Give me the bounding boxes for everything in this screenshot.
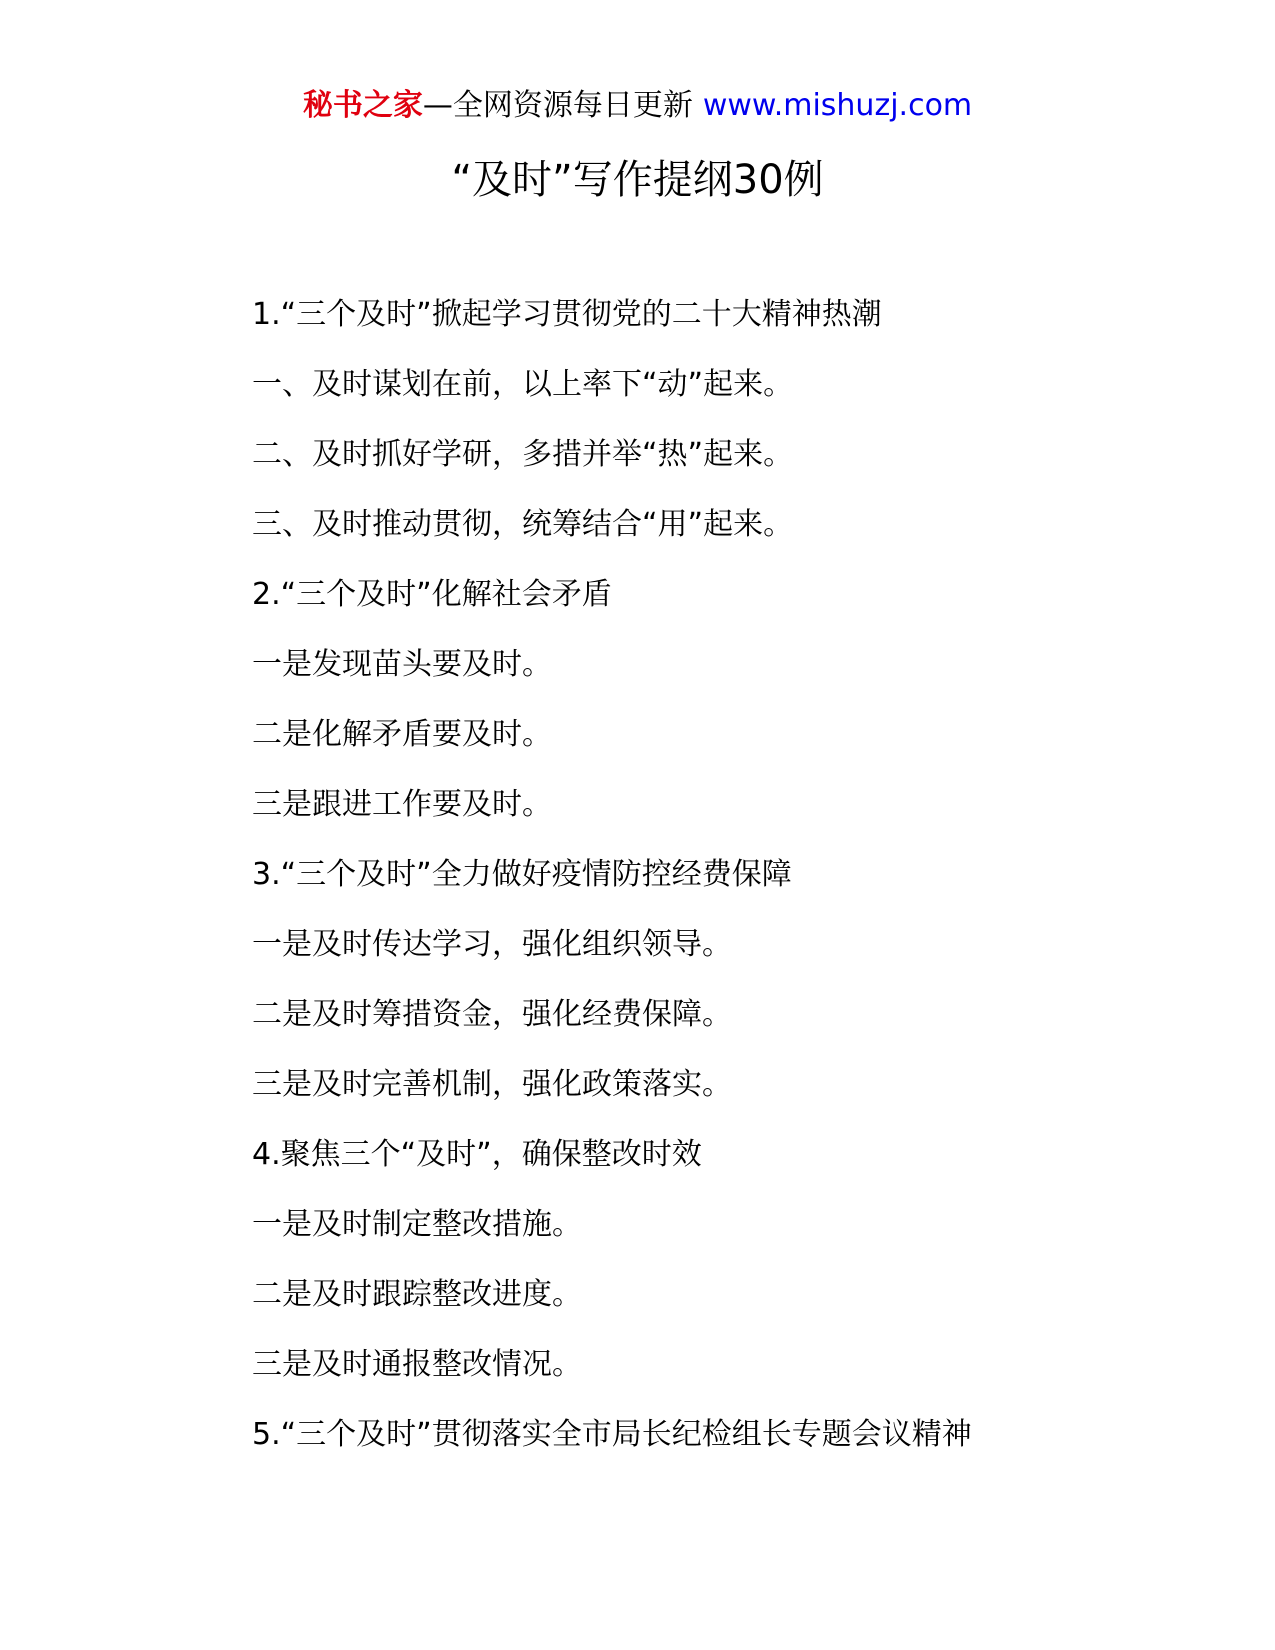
document-title: “及时”写作提纲30例 <box>451 157 824 203</box>
outline-item: 三是及时通报整改情况。 <box>252 1347 582 1382</box>
outline-item: 三是跟进工作要及时。 <box>252 787 552 822</box>
outline-item: 二是及时筹措资金，强化经费保障。 <box>252 997 732 1032</box>
brand-name: 秘书之家 <box>302 88 423 123</box>
outline-item: 三是及时完善机制，强化政策落实。 <box>252 1067 732 1102</box>
heading-4: 4.聚焦三个“及时”，确保整改时效 <box>252 1137 702 1172</box>
outline-content <box>252 293 1252 1483</box>
outline-item: 三、及时推动贯彻，统筹结合“用”起来。 <box>252 507 794 542</box>
outline-item: 二是及时跟踪整改进度。 <box>252 1277 582 1312</box>
heading-1: 1.“三个及时”掀起学习贯彻党的二十大精神热潮 <box>252 297 882 332</box>
outline-item: 一是及时传达学习，强化组织领导。 <box>252 927 732 962</box>
heading-2: 2.“三个及时”化解社会矛盾 <box>252 577 612 612</box>
brand-tagline: —全网资源每日更新 <box>422 88 693 123</box>
outline-item: 二是化解矛盾要及时。 <box>252 717 552 752</box>
outline-item: 一是发现苗头要及时。 <box>252 647 552 682</box>
outline-item: 一是及时制定整改措施。 <box>252 1207 582 1242</box>
site-header <box>0 84 1275 128</box>
site-url-link[interactable]: www.mishuzj.com <box>702 88 973 123</box>
heading-5: 5.“三个及时”贯彻落实全市局长纪检组长专题会议精神 <box>252 1417 972 1452</box>
outline-item: 二、及时抓好学研，多措并举“热”起来。 <box>252 437 794 472</box>
outline-item: 一、及时谋划在前，以上率下“动”起来。 <box>252 367 794 402</box>
heading-3: 3.“三个及时”全力做好疫情防控经费保障 <box>252 857 792 892</box>
